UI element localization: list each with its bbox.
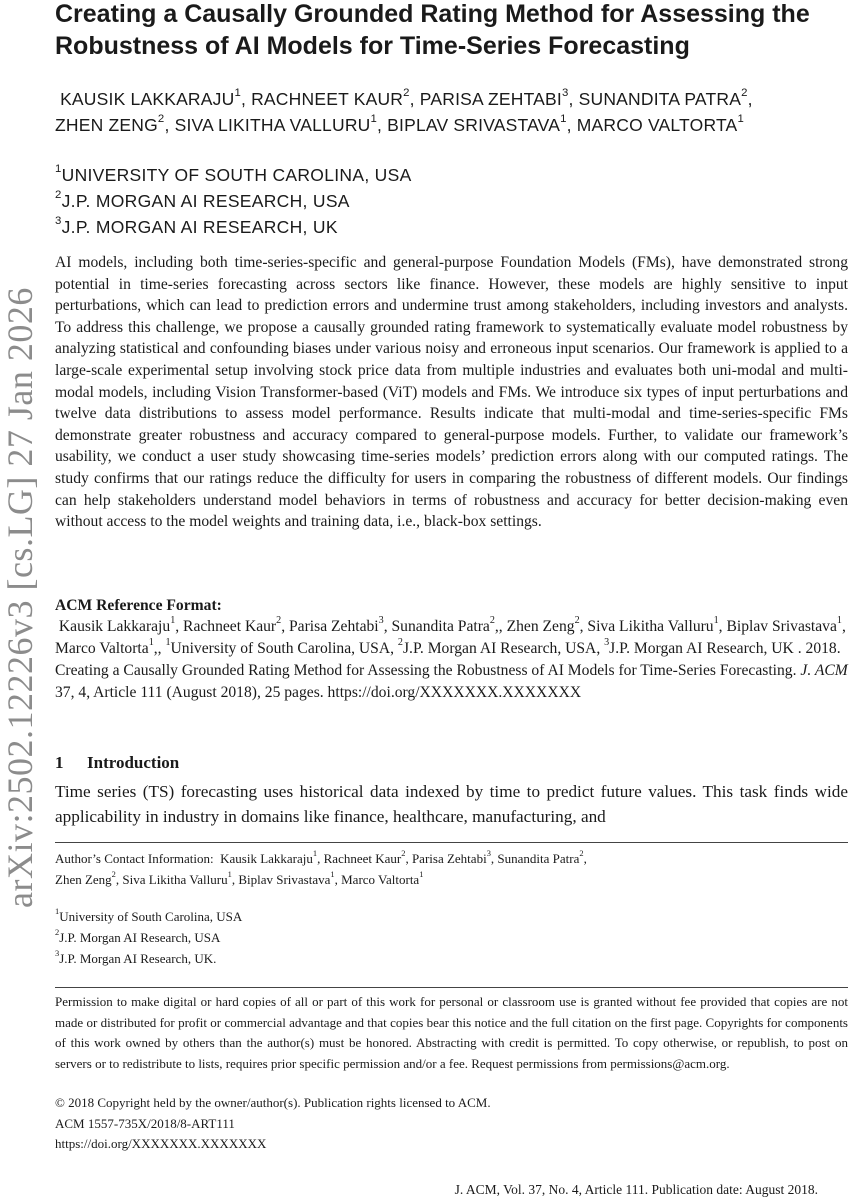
issn-line: ACM 1557-735X/2018/8-ART111 — [55, 1115, 235, 1131]
author-name: SUNANDITA PATRA — [578, 89, 742, 109]
affiliation-mark: 3 — [561, 87, 569, 100]
journal-name: J. ACM — [800, 662, 848, 679]
permission-notice: Permission to make digital or hard copies of all or part of this work for personal or classroom use is granted without fee provided that copies are not made or distributed for profit or commercial advantage and that copies bear this notice and the full citation on the first page. Copyrights for components of this work owned by others than the author(s) must be honored. Abstracting with credit is permitted. To copy otherwise, or republish, to post on servers or to redistribute to lists, requires prior specific permission and/or a fee. Request permissions from permissions@acm.org. — [55, 994, 848, 1071]
footnote-affiliation-item: $^3$J.P. Morgan AI Research, UK. — [55, 948, 217, 966]
affiliation-mark: 1 — [560, 113, 567, 126]
author-name: BIPLAV SRIVASTAVA — [387, 115, 561, 135]
author-name: SIVA LIKITHA VALLURU — [174, 115, 371, 135]
paper-title: Creating a Causally Grounded Rating Method for Assessing the Robustness of AI Models for Time-Series Forecasting — [55, 0, 810, 60]
arxiv-identifier: arXiv:2502.12226v3 [cs.LG] 27 Jan 2026 — [0, 287, 40, 908]
publication-metadata — [55, 1093, 491, 1155]
author-list: KAUSIK LAKKARAJU$^1$, RACHNEET KAUR$^2$, PARISA ZEHTABI$^3$, SUNANDITA PATRA$^2$, ZHEN ZENG$^2$, SIVA LIKITHA VALLURU$^1$, BIPLAV SRIVASTAVA$^1$, MARCO VALTORTA$^1$ — [55, 87, 753, 135]
section-heading-introduction — [55, 752, 179, 774]
affiliation-list — [55, 162, 412, 240]
affiliation-item: $^1$UNIVERSITY OF SOUTH CAROLINA, USA — [55, 163, 412, 185]
acm-reference-heading: ACM Reference Format: — [55, 597, 222, 614]
affiliation-mark: 1 — [234, 87, 241, 100]
author-name: MARCO VALTORTA — [576, 115, 738, 135]
acm-reference-text: Kausik Lakkaraju$^1$, Rachneet Kaur$^2$, Parisa Zehtabi$^3$, Sunandita Patra$^2$,, Zhen Zeng$^2$, Siva Likitha Valluru$^1$, Biplav Srivastava$^1$, Marco Valtorta$^1$,, $^1$University of South Carolina, USA, $^2$J.P. Morgan AI Research, USA, $^3$J.P. Morgan AI Research, UK . 2018. Creating a Causally Grounded Rating Method for Assessing the Robustness of AI Models for Time-Series Forecasting. J. ACM 37, 4, Article 111 (August 2018), 25 pages. https://doi.org/XXXXXXX.XXXXXXX — [55, 615, 848, 701]
affiliation-mark: 2 — [157, 113, 165, 126]
affiliation-item: $^3$J.P. MORGAN AI RESEARCH, UK — [55, 215, 338, 237]
footnote-affiliation-item: $^1$University of South Carolina, USA — [55, 906, 243, 924]
footnote-affiliations — [55, 906, 242, 969]
page-footer: J. ACM, Vol. 37, No. 4, Article 111. Publication date: August 2018. — [454, 1182, 818, 1197]
copyright-line: © 2018 Copyright held by the owner/author(s). Publication rights licensed to ACM. — [55, 1095, 491, 1110]
author-name: ZHEN ZENG — [55, 115, 158, 135]
affiliation-mark: 1 — [737, 113, 744, 126]
author-name: KAUSIK LAKKARAJU — [60, 89, 235, 109]
section-title: Introduction — [87, 753, 180, 772]
abstract: AI models, including both time-series-specific and general-purpose Foundation Models (FMs), have demonstrated strong potential in time-series forecasting across sectors like finance. However, these models are highly sensitive to input perturbations, which can lead to prediction errors and undermine trust among stakeholders, including investors and analysts. To address this challenge, we propose a causally grounded rating framework to systematically evaluate model robustness by analyzing statistical and confounding biases under various noisy and erroneous input scenarios. Our framework is applied to a large-scale experimental setup involving stock price data from multiple industries and evaluates both uni-modal and multi-modal models, including Vision Transformer-based (ViT) models and FMs. We introduce six types of input perturbations and twelve data distributions to assess model performance. Results indicate that multi-modal and time-series-specific FMs demonstrate greater robustness and accuracy compared to general-purpose models. Further, to validate our framework’s usability, we conduct a user study showcasing time-series models’ prediction errors along with our computed ratings. The study confirms that our ratings reduce the difficulty for users in comparing the robustness of different models. Our findings can help stakeholders understand model behaviors in terms of robustness and accuracy for better decision-making even without access to the model weights and training data, i.e., black-box settings. — [55, 254, 848, 531]
introduction-text: Time series (TS) forecasting uses historical data indexed by time to predict future values. This task finds wide applicability in industry in domains like finance, healthcare, manufacturing, and — [55, 782, 848, 826]
footnote-affiliation-item: $^2$J.P. Morgan AI Research, USA — [55, 927, 221, 945]
permission-divider — [55, 987, 848, 988]
author-name: PARISA ZEHTABI — [419, 89, 562, 109]
affiliation-mark: 2 — [741, 87, 748, 100]
affiliation-mark: 1 — [370, 113, 378, 126]
affiliation-mark: 2 — [403, 87, 410, 100]
author-contact-information: Author’s Contact Information: Kausik Lakkaraju$^1$, Rachneet Kaur$^2$, Parisa Zehtabi$^3$, Sunandita Patra$^2$, Zhen Zeng$^2$, Siva Likitha Valluru$^1$, Biplav Srivastava$^1$, Marco Valtorta$^1$ — [55, 848, 587, 887]
author-name: RACHNEET KAUR — [251, 89, 404, 109]
section-number: 1 — [55, 753, 64, 772]
doi-link[interactable]: https://doi.org/XXXXXXX.XXXXXXX — [55, 1136, 267, 1151]
footnote-divider — [55, 842, 848, 843]
affiliation-item: $^2$J.P. MORGAN AI RESEARCH, USA — [55, 189, 350, 211]
